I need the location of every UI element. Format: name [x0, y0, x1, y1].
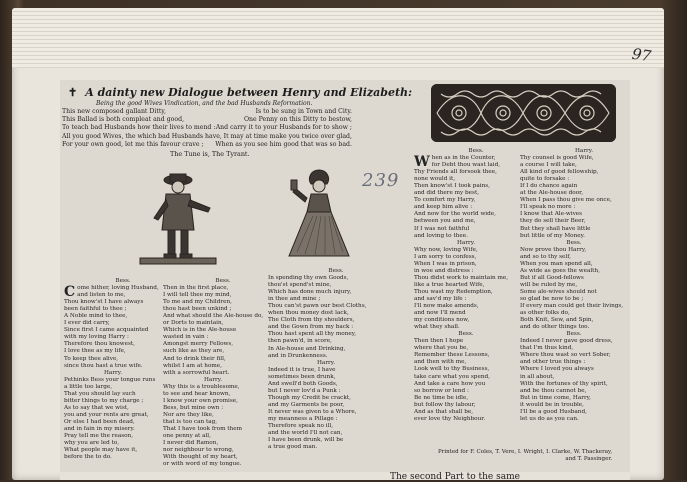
verse-line: If every man could get their livings, [520, 303, 624, 310]
cross-icon: ✝ [68, 86, 78, 99]
imprint-line: and T. Passinger. [565, 456, 613, 462]
verse-line: Then in the first place, [163, 285, 229, 292]
verse-line: why you are led to, [64, 440, 120, 447]
speaker-heading: Bess. [566, 239, 582, 246]
verse-line: That I have took from them [163, 425, 242, 432]
verse-line: like a true hearted Wife, [414, 281, 485, 288]
woodcut-man-icon [138, 170, 218, 270]
intro-line: Is to be sung in Town and City. [255, 108, 352, 115]
intro-line: This new composed gallant Ditty, [62, 108, 166, 115]
verse-line: And take a care how you [414, 380, 486, 387]
drop-capital: C [64, 284, 76, 301]
verse-line: Since first I came acquainted [64, 327, 149, 334]
verse-line: quite to forsake : [520, 176, 570, 183]
verse-line: my conditions now, [414, 317, 470, 324]
verse-line: Which is in the Ale-house [163, 327, 237, 334]
shelfmark: 97 [630, 44, 653, 66]
page-edges [12, 8, 664, 68]
verse-line: and sav'd my life : [414, 295, 467, 302]
verse-line: I will tell thee my mind, [163, 292, 232, 299]
verse-line: And as that shall be, [414, 408, 474, 415]
verse-line: but little of my Money. [520, 232, 585, 239]
verse-line: such like as they are, [163, 348, 225, 355]
verse-line: and be thou cannot be, [520, 387, 587, 394]
verse-line: But they shall have little [520, 225, 591, 232]
verse-line: Nor are they like, [163, 411, 214, 418]
verse-line: Remember these Lessons, [414, 352, 490, 359]
verse-line: to see and hear known, [163, 390, 231, 397]
verse-line: What people may have it, [64, 447, 138, 454]
verse-line: thou'st spend'st mine, [268, 282, 332, 289]
verse-line: and my Garments be poor, [268, 401, 345, 408]
intro-line: To teach bad Husbands how their lives to mend : [62, 124, 216, 132]
imprint-line: Printed for F. Coles, T. Vere, I. Wright, I. Clarke, W. Thackeray, [438, 449, 613, 455]
verse-line: but I never lov'd a Punk : [268, 387, 341, 394]
verse-line: Indeed it is true, I have [268, 366, 336, 373]
speaker-heading: Bess. [328, 268, 344, 274]
verse-line: they do sell their Beer, [520, 218, 586, 225]
verse-line: and in Drunkenness. [268, 352, 328, 359]
intro-line: This Ballad is both compleat and good, [62, 116, 185, 124]
verse-line: I ever did carry, [64, 320, 110, 327]
intro-row [62, 124, 352, 132]
verse-line: Now prove thou Harry, [520, 246, 587, 253]
ballad-subtitle: Being the good Wives Vindication, and the bad Husbands Reformation. [96, 100, 313, 107]
accession-number: 239 [362, 170, 400, 191]
verse-line: Therefore speak no ill, [268, 423, 334, 430]
verse-line: since thou hast a true wife. [64, 362, 143, 369]
verse-line: I am sorry to confess, [414, 253, 477, 260]
verse-line: my meanness a Pillage : [268, 415, 338, 422]
verse-line: Or else I had been dead, [64, 418, 135, 425]
printer-imprint [438, 449, 612, 463]
speaker-heading: Bess. [115, 278, 131, 284]
verse-line: When you man spend all, [520, 260, 593, 267]
intro-verse [62, 108, 352, 149]
verse-line: In spending thy own Goods, [268, 275, 349, 282]
verse-line: Which has done much injury, [268, 289, 352, 296]
verse-line: And what should the Ale-house do, [163, 313, 263, 320]
verse-line: Thou hast spent all thy money, [268, 331, 357, 338]
intro-line: When as you see him good that was so bad. [215, 140, 352, 148]
verse-line: Thy Friends all forsook thee, [414, 169, 497, 176]
speaker-heading: Bess. [458, 331, 474, 338]
verse-line: and in fain in my misery. [64, 425, 135, 432]
verse-column-2 [163, 278, 263, 472]
verse-line: Where I loved you always [520, 366, 594, 373]
next-page-edge [60, 472, 630, 480]
verse-line: and then with me, [414, 359, 467, 366]
verse-line: will be ruled by me, [520, 281, 578, 288]
verse-line: And now for the world wide, [414, 211, 496, 218]
verse-line: ever love thy Neighbour. [414, 415, 486, 422]
title-text: A dainty new Dialogue between Henry and Elizabeth: [85, 86, 413, 99]
verse-line: a course I will take, [520, 162, 577, 169]
verse-line: Thou can'st pawn our best Cloths, [268, 303, 367, 310]
verse-line: sometimes been drunk, [268, 373, 336, 380]
verse-line: Thou wast my Redemption, [414, 288, 493, 295]
verse-line: but follow thy labour, [414, 401, 476, 408]
verse-line: and listen to me, [77, 292, 126, 299]
verse-line: I never did Ramon, [163, 440, 219, 447]
verse-line: To comfort my Harry, [414, 197, 476, 204]
verse-line: thou hast been unkind ; [163, 306, 232, 313]
verse-line: what they shall. [414, 324, 460, 331]
verse-line: I'll now make amends, [414, 303, 479, 310]
verse-line: that I'm thus kind, [520, 345, 574, 352]
verse-line: Then then I hope [414, 338, 464, 345]
verse-line: To me and my Children, [163, 299, 232, 306]
speaker-heading: Harry. [316, 359, 336, 366]
intro-row [62, 141, 352, 149]
verse-line: The Cloth from thy shoulders, [268, 317, 355, 324]
verse-line: and the world I'll not can, [268, 430, 343, 437]
verse-line: A Noble mind to thee, [64, 313, 128, 320]
verse-line: in woe and distress : [414, 267, 474, 274]
verse-line: with a sorrowful heart. [163, 369, 230, 376]
verse-line: It never was given to a Whore, [268, 408, 357, 415]
verse-line: or Dorts to maintain, [163, 320, 224, 327]
verse-line: whilst I am at home, [163, 362, 222, 369]
speaker-heading: Harry. [203, 376, 223, 383]
verse-line: let us do as you can. [520, 415, 579, 422]
verse-line: Bess, but mine own : [163, 404, 224, 411]
speaker-heading: Bess. [566, 331, 582, 338]
intro-line: For your own good, let me this favour crave ; [62, 140, 204, 148]
woodcut-woman-icon [283, 166, 355, 262]
verse-line: and did there my best, [414, 190, 480, 197]
verse-line: To keep thee alive, [64, 355, 119, 362]
tune-line: The Tune is, The Tyrant. [170, 150, 250, 158]
verse-line: Look well to thy Business, [414, 366, 490, 373]
verse-line: I'll speak no more : [520, 204, 576, 211]
verse-line: wasted in vain : [163, 334, 209, 341]
verse-line: Some ale-wives should not [520, 288, 597, 295]
verse-line: All kind of good fellowship, [520, 169, 599, 176]
verse-line: nor neighbour to wrong, [163, 447, 234, 454]
verse-line: or with word of my tongue. [163, 461, 242, 468]
verse-column-4 [414, 148, 518, 448]
verse-line: a little too large, [64, 383, 113, 390]
verse-line: that is too can tag, [163, 418, 218, 425]
verse-line: I love thee as my life, [64, 348, 126, 355]
verse-line: been faithful to thee ; [64, 306, 127, 313]
speaker-heading: Harry. [456, 239, 476, 246]
verse-line: With the fortunes of thy spirit, [520, 380, 608, 387]
verse-line: a true good man. [268, 444, 318, 451]
verse-column-1 [64, 278, 162, 472]
verse-line: Thou know'st I have always [64, 299, 144, 306]
verse-line: bitter things to my charge ; [64, 397, 144, 404]
intro-line: One Penny on this Ditty to bestow, [243, 116, 352, 124]
verse-line: When I was in prison, [414, 260, 477, 267]
verse-line: Be ne time be idle, [414, 394, 469, 401]
verse-line: it would be in trouble, [520, 401, 584, 408]
verse-line: and other true things : [520, 359, 586, 366]
verse-line: I have been drunk, will be [268, 437, 344, 444]
verse-line: In Ale-house and Drinking, [268, 345, 346, 352]
verse-line: when thou money dost lack, [268, 310, 349, 317]
speaker-heading: Bess. [468, 148, 484, 154]
intro-line: All you good Wives, the which bad Husbands have, [62, 132, 222, 140]
verse-line: take care what you spend, [414, 373, 490, 380]
verse-line: one penny at all, [163, 433, 211, 440]
verse-line: And swell'd both Goods, [268, 380, 338, 387]
verse-line: That you should lay such [64, 390, 136, 397]
verse-line: Why this is a troublesome, [163, 383, 240, 390]
verse-line: Why now, loving Wife, [414, 246, 478, 253]
verse-line: But in time come, Harry, [520, 394, 591, 401]
verse-line: then pawn'd, in score, [268, 338, 332, 345]
verse-line: As to say that we wist, [64, 404, 129, 411]
verse-line: Indeed I never gave good dress, [520, 338, 613, 345]
verse-line: you and your rents are great, [64, 411, 149, 418]
verse-line: Where thou wast so vert Sober, [520, 352, 611, 359]
verse-line: But if all Good-fellows [520, 274, 584, 281]
verse-line: and keep him alive : [414, 204, 473, 211]
verse-line: Therefore thou knowest, [64, 341, 135, 348]
intro-line: And carry it to your Husbands for to show ; [215, 124, 352, 132]
verse-line: in all about, [520, 373, 555, 380]
verse-line: where that you be, [414, 345, 469, 352]
verse-line: and so to thy self, [520, 253, 571, 260]
verse-line: at the Ale-house door, [520, 190, 584, 197]
speaker-heading: Harry. [103, 369, 123, 376]
verse-line: in thee and mine ; [268, 296, 321, 303]
verse-line: When I pass thou give me once, [520, 197, 612, 204]
drop-capital: W [414, 154, 430, 171]
speaker-heading: Bess. [215, 278, 231, 284]
verse-line: and do other things too. [520, 324, 590, 331]
ornament-block-icon [431, 84, 616, 142]
verse-line: Thou didst work to maintain me, [414, 274, 509, 281]
verse-line: Then know'st I took pains, [414, 183, 490, 190]
verse-column-5 [520, 148, 628, 448]
verse-line: and loving to thee. [414, 232, 468, 239]
verse-line: Pethinks Bess your tongue runs [64, 376, 156, 383]
verse-line: ome hither, loving Husband, [77, 285, 159, 292]
intro-line: It may at time make you twice over glad, [223, 132, 352, 140]
verse-line: hen as in the Counter, [431, 155, 496, 162]
verse-line: and the Gown from my back : [268, 324, 354, 331]
verse-column-3 [268, 268, 384, 472]
verse-line: Pray tell me the reason, [64, 433, 134, 440]
verse-line: so glad be now to be ; [520, 295, 584, 302]
verse-line: none would it, [414, 176, 456, 183]
verse-line: as other folks do, [520, 310, 570, 317]
verse-line: for Debt thou wast laid, [431, 162, 501, 169]
verse-line: And to drink their fill, [163, 355, 226, 362]
verse-line: I know your own promise, [163, 397, 238, 404]
verse-line: As wide as goes the wealth, [520, 267, 600, 274]
intro-row [62, 108, 352, 116]
next-page-title: The second Part to the same [390, 472, 520, 482]
verse-line: before the to do. [64, 454, 112, 461]
verse-line: and now I'll mend [414, 310, 466, 317]
verse-line: Thy counsel is good Wife, [520, 155, 594, 162]
verse-line: If I do chance again [520, 183, 578, 190]
verse-line: so borrow or lend : [414, 387, 469, 394]
speaker-heading: Harry. [574, 148, 594, 154]
ballad-title [68, 86, 412, 99]
intro-row [62, 133, 352, 141]
verse-line: Amongst merry Fellows, [163, 341, 234, 348]
verse-line: With thought of my heart, [163, 454, 238, 461]
verse-line: I know that Ale-wives [520, 211, 583, 218]
intro-row [62, 116, 352, 124]
verse-line: with my loving Harry : [64, 334, 129, 341]
verse-line: Though my Credit be crackt, [268, 394, 351, 401]
verse-line: If I was not faithful [414, 225, 470, 232]
verse-line: between you and me, [414, 218, 476, 225]
verse-line: Both Knit, Sew, and Spin, [520, 317, 594, 324]
verse-line: I'll be a good Husband, [520, 408, 587, 415]
